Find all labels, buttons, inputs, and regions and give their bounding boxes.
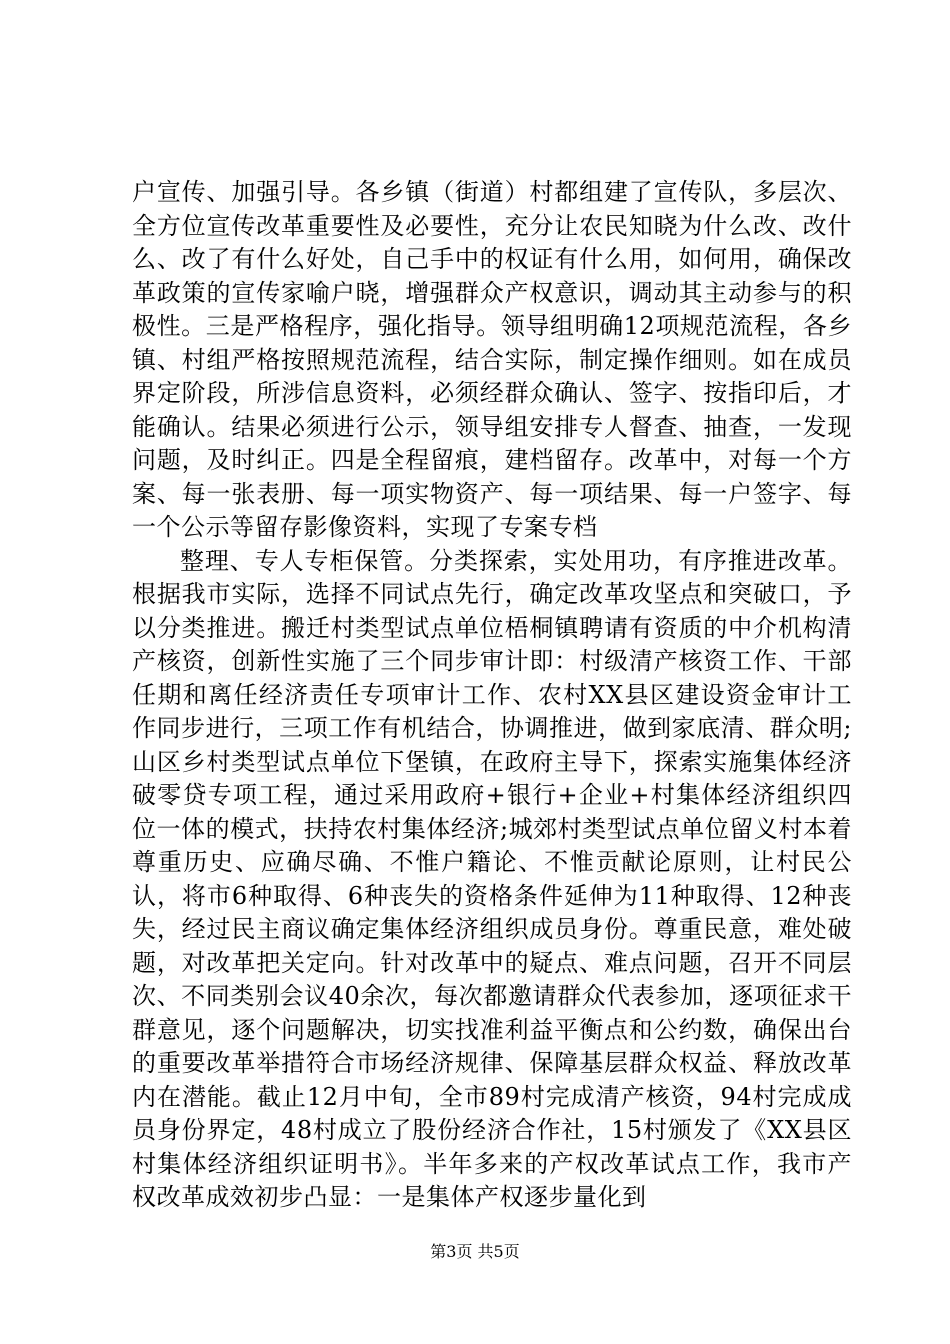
paragraph-2: 整理、专人专柜保管。分类探索，实处用功，有序推进改革。根据我市实际，选择不同试点先行，确定改革攻坚点和突破口，予以分类推进。搬迁村类型试点单位梧桐镇聘请有资质的中介机构清产核资，创新性实施了三个同步审计即：村级清产核资工作、干部任期和离任经济责任专项审计工作、农村XX县区建设资金审计工作同步进行，三项工作有机结合，协调推进，做到家底清、群众明;山区乡村类型试点单位下堡镇，在政府主导下，探索实施集体经济破零贷专项工程，通过采用政府+银行+企业+村集体经济组织四位一体的模式，扶持农村集体经济;城郊村类型试点单位留义村本着尊重历史、应确尽确、不惟户籍论、不惟贡献论原则，让村民公认，将市6种取得、6种丧失的资格条件延伸为11种取得、12种丧失，经过民主商议确定集体经济组织成员身份。尊重民意，难处破题，对改革把关定向。针对改革中的疑点、难点问题，召开不同层次、不同类别会议40余次，每次都邀请群众代表参加，逐项征求干群意见，逐个问题解决，切实找准利益平衡点和公约数，确保出台的重要改革举措符合市场经济规律、保障基层群众权益、释放改革内在潜能。截止12月中旬，全市89村完成清产核资，94村完成成员身份界定，48村成立了股份经济合作社，15村颁发了《XX县区村集体经济组织证明书》。半年多来的产权改革试点工作，我市产权改革成效初步凸显：一是集体产权逐步量化到 bbox=[132, 546, 852, 1211]
paragraph-1: 户宣传、加强引导。各乡镇（街道）村都组建了宣传队，多层次、全方位宣传改革重要性及必要性，充分让农民知晓为什么改、改什么、改了有什么好处，自己手中的权证有什么用，如何用，确保改革政策的宣传家喻户晓，增强群众产权意识，调动其主动参与的积极性。三是严格程序，强化指导。领导组明确12项规范流程，各乡镇、村组严格按照规范流程，结合实际，制定操作细则。如在成员界定阶段，所涉信息资料，必须经群众确认、签字、按指印后，才能确认。结果必须进行公示，领导组安排专人督查、抽查，一发现问题，及时纠正。四是全程留痕，建档留存。改革中，对每一个方案、每一张表册、每一项实物资产、每一项结果、每一户签字、每一个公示等留存影像资料，实现了专案专档 bbox=[132, 178, 852, 541]
body-text bbox=[132, 176, 852, 1215]
page-footer: 第3页 共5页 bbox=[430, 1242, 520, 1261]
